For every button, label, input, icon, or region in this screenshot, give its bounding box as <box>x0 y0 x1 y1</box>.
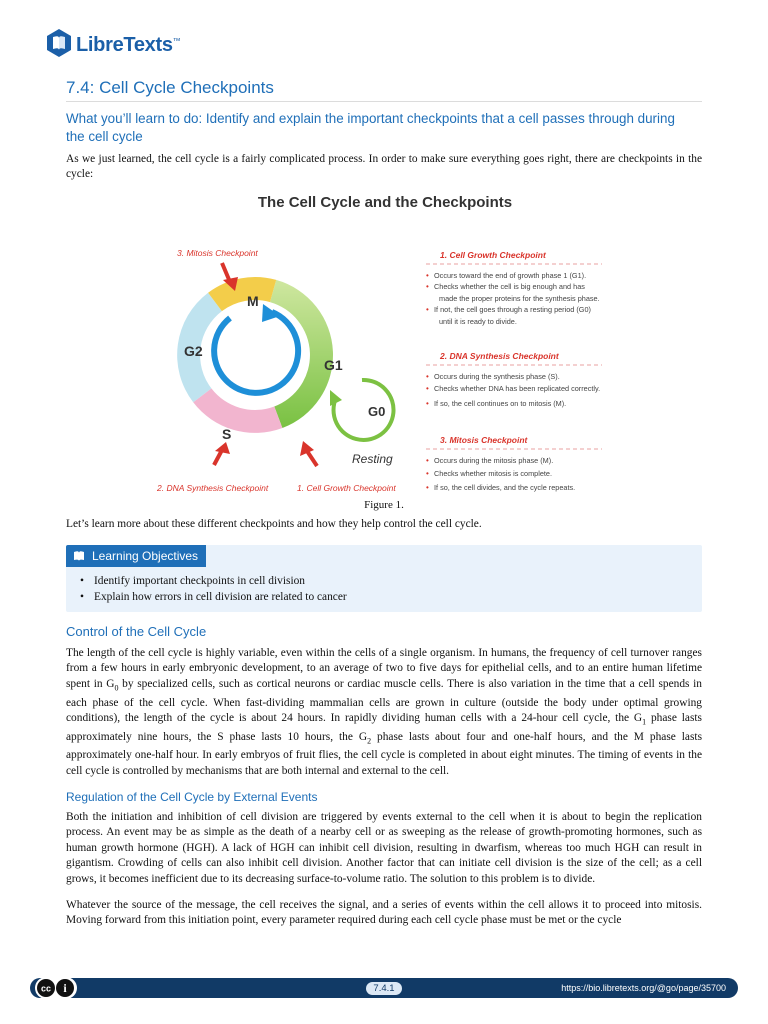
libretexts-logo[interactable] <box>46 26 346 66</box>
resting-label: Resting <box>352 452 393 466</box>
phase-m-segment <box>208 277 276 311</box>
phase-s-label: S <box>222 426 232 442</box>
figure-caption: Figure 1. <box>364 499 404 511</box>
svg-text:cc: cc <box>40 983 52 994</box>
svg-text:•: • <box>426 399 429 408</box>
phase-s-segment <box>193 388 282 433</box>
dna-checkpoint-arrow-icon <box>214 442 230 465</box>
intro-paragraph: As we just learned, the cell cycle is a fairly complicated process. In order to make sure everything goes right, there are checkpoints in the cycle: <box>66 153 702 181</box>
legend-3-line-2: Checks whether mitosis is complete. <box>434 469 553 478</box>
learning-objectives-list <box>80 573 347 605</box>
page-footer <box>30 973 738 1003</box>
cell-cycle-figure <box>150 188 620 498</box>
legend-2-line-3: If so, the cell continues on to mitosis (M). <box>434 399 567 408</box>
phase-g2-label: G2 <box>184 343 203 359</box>
control-paragraph: The length of the cell cycle is highly variable, even within the cells of a single organism. In humans, the frequency of cell turnover ranges from a few hours in early embryonic development, to an average of two to five days for epithelial cells, and to an entire human lifetime spent in $G_0$ by specialized cells, such as cortical neurons or cardiac muscle cells. There is also variation in the time that a cell spends in each phase of the cell cycle. When fast-dividing mammalian cells are grown in culture (outside the body under optimal growing conditions), the length of the cycle is about 24 hours. In rapidly dividing human cells with a 24-hour cell cycle, the $G_1$ phase lasts approximately nine hours, the S phase lasts 10 hours, the $G_2$ phase lasts about four and one-half hours, and the M phase lasts approximately one-half hour. In early embryos of fruit flies, the cell cycle is completed in about eight minutes. The timing of events in the cell cycle is controlled by mechanisms that are both internal and external to the cell. <box>66 647 703 777</box>
legend-heading-1: 1. Cell Growth Checkpoint <box>440 250 546 260</box>
svg-text:•: • <box>426 305 429 314</box>
svg-text:i: i <box>63 981 67 995</box>
section-subtitle: What you’ll learn to do: Identify and explain the important checkpoints that a cell passes through during the cell cycle <box>66 111 675 144</box>
learning-objectives-title: Learning Objectives <box>92 549 199 563</box>
legend-2-line-2: Checks whether DNA has been replicated correctly. <box>434 384 601 393</box>
phase-m-label: M <box>247 293 259 309</box>
dna-checkpoint-label: 2. DNA Synthesis Checkpoint <box>157 483 269 493</box>
growth-checkpoint-label: 1. Cell Growth Checkpoint <box>297 483 396 493</box>
logo-text: LibreTexts™ <box>76 34 181 56</box>
footer-url-link[interactable]: https://bio.libretexts.org/@go/page/35700 <box>561 983 726 993</box>
creative-commons-icon[interactable] <box>34 974 78 1002</box>
legend-1-line-5: until it is ready to divide. <box>439 317 517 326</box>
svg-text:•: • <box>426 469 429 478</box>
svg-text:•: • <box>426 282 429 291</box>
legend-1-line-4: If not, the cell goes through a resting period (G0) <box>434 305 591 314</box>
legend-3-line-3: If so, the cell divides, and the cycle repeats. <box>434 483 576 492</box>
learning-objectives-box <box>66 545 702 612</box>
svg-text:•: • <box>426 372 429 381</box>
svg-text:•: • <box>426 271 429 280</box>
figure-title: The Cell Cycle and the Checkpoints <box>257 194 513 211</box>
external-paragraph-2: Whatever the source of the message, the cell receives the signal, and a series of events within the cell allows it to proceed into mitosis. Moving forward from this initiation point, every parameter required during each cell cycle phase must be met or the cycle <box>66 899 702 927</box>
phase-g0-label: G0 <box>368 404 386 419</box>
libretexts-logo-icon <box>46 28 72 58</box>
svg-text:•: • <box>426 456 429 465</box>
external-paragraph-1: Both the initiation and inhibition of cell division are triggered by events external to the cell when it is about to begin the replication process. An event may be as simple as the death of a nearby cell or as sweeping as the release of growth-promoting hormones, such as human growth hormone (HGH). A lack of HGH can inhibit cell division, resulting in dwarfism, whereas too much HGH can result in gigantism. Crowding of cells can also inhibit cell division. Another factor that can initiate cell division is the size of the cell; as a cell grows, it becomes inefficient due to its decreasing surface-to-volume ratio. The solution to this problem is to divide. <box>66 811 702 885</box>
legend-heading-2: 2. DNA Synthesis Checkpoint <box>440 351 559 361</box>
cycle-arrow-icon <box>214 312 298 393</box>
page-title: 7.4: Cell Cycle Checkpoints <box>66 78 274 97</box>
page-number: 7.4.1 <box>366 982 402 995</box>
list-item: • Explain how errors in cell division are related to cancer <box>80 589 347 605</box>
phase-g1-segment <box>270 280 333 428</box>
book-icon <box>73 550 85 562</box>
legend-1-line-2: Checks whether the cell is big enough and has <box>434 282 585 291</box>
checkpoint-legend <box>426 250 602 492</box>
section-heading-control: Control of the Cell Cycle <box>66 624 207 639</box>
legend-heading-3: 3. Mitosis Checkpoint <box>440 435 528 445</box>
legend-1-line-1: Occurs toward the end of growth phase 1 (G1). <box>434 271 587 280</box>
after-figure-paragraph: Let’s learn more about these different checkpoints and how they help control the cell cycle. <box>66 518 482 530</box>
growth-checkpoint-arrow-icon <box>300 441 317 466</box>
learning-objectives-header <box>66 545 206 567</box>
mitosis-checkpoint-label: 3. Mitosis Checkpoint <box>177 248 258 258</box>
title-divider <box>66 101 702 102</box>
legend-3-line-1: Occurs during the mitosis phase (M). <box>434 456 554 465</box>
legend-2-line-1: Occurs during the synthesis phase (S). <box>434 372 560 381</box>
list-item: • Identify important checkpoints in cell division <box>80 573 347 589</box>
phase-g1-label: G1 <box>324 357 343 373</box>
section-heading-external: Regulation of the Cell Cycle by External Events <box>66 790 318 804</box>
svg-text:•: • <box>426 384 429 393</box>
legend-1-line-3: made the proper proteins for the synthesis phase. <box>439 294 600 303</box>
svg-text:•: • <box>426 483 429 492</box>
